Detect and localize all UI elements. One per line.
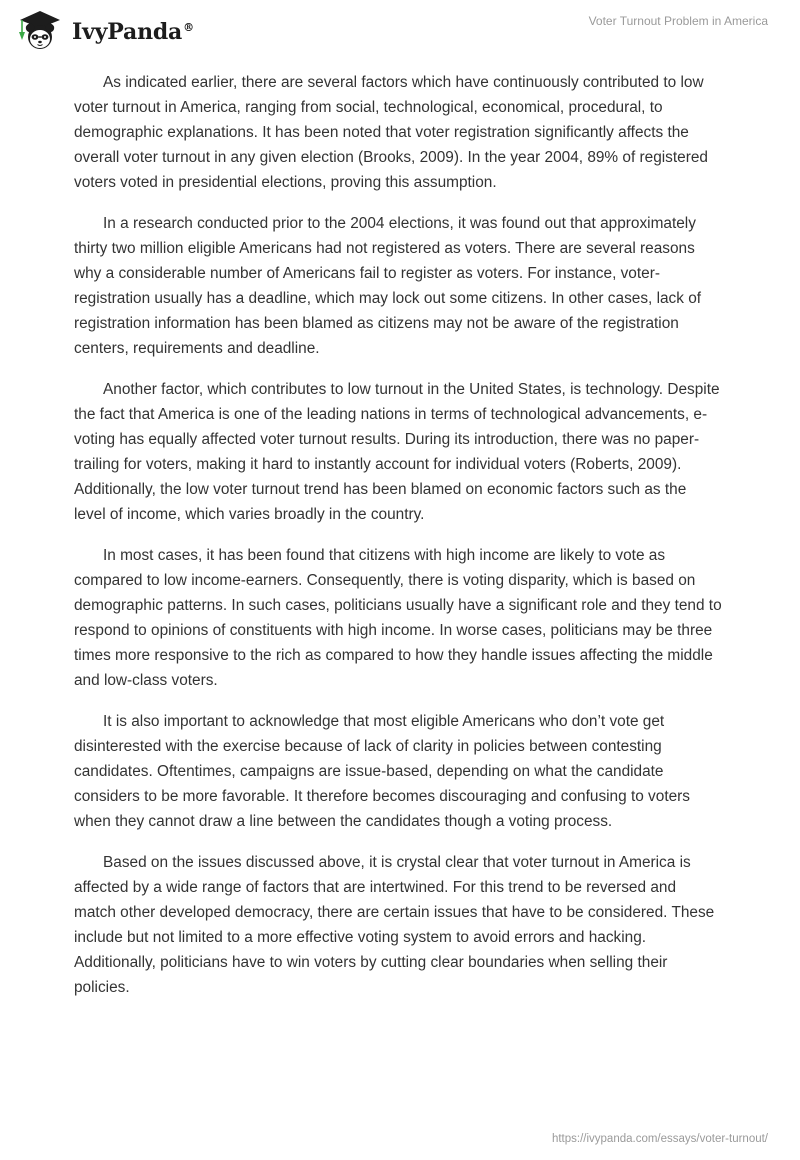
document-title: Voter Turnout Problem in America bbox=[588, 14, 768, 28]
essay-paragraph: In a research conducted prior to the 2004 elections, it was found out that approximately thirty two million eligible Americans had not registered as voters. There are several reasons why a considerable number of Americans fail to register as voters. For instance, voter-registration usually has a deadline, which may lock out some citizens. In other cases, lack of registration information has been blamed as citizens may not be aware of the registration centers, requirements and deadline. bbox=[74, 215, 702, 357]
essay-paragraph: In most cases, it has been found that citizens with high income are likely to vote as compared to low income-earners. Consequently, there is voting disparity, which is based on demographic patterns. In such cases, politicians usually have a significant role and they tend to respond to opinions of constituents with high income. In worse cases, politicians may be three times more responsive to the rich as compared to how they handle issues affecting the middle and low-class voters. bbox=[74, 547, 722, 689]
essay-paragraph: As indicated earlier, there are several factors which have continuously contributed to low voter turnout in America, ranging from social, technological, economical, procedural, to demographic explanations. It has been noted that voter registration significantly affects the overall voter turnout in any given election (Brooks, 2009). In the year 2004, 89% of registered voters voted in presidential elections, proving this assumption. bbox=[74, 74, 708, 191]
essay-paragraph: It is also important to acknowledge that most eligible Americans who don’t vote get disinterested with the exercise because of lack of clarity in policies between contesting candidates. Oftentimes, campaigns are issue-based, depending on what the candidate considers to be more favorable. It therefore becomes discouraging and confusing to voters when they cannot draw a line between the candidates though a voting process. bbox=[74, 713, 690, 830]
essay-paragraph: Based on the issues discussed above, it is crystal clear that voter turnout in America is affected by a wide range of factors that are intertwined. For this trend to be reversed and match other developed democracy, there are certain issues that have to be considered. These include but not limited to a more effective voting system to avoid errors and hacking. Additionally, politicians have to win voters by cutting clear boundaries when selling their policies. bbox=[74, 854, 715, 996]
page-header bbox=[0, 0, 800, 60]
registered-mark: ® bbox=[183, 20, 194, 34]
brand-name-text: IvyPanda bbox=[72, 19, 183, 45]
brand-name bbox=[72, 19, 194, 45]
panda-graduate-icon bbox=[14, 8, 66, 52]
essay-paragraph: Another factor, which contributes to low turnout in the United States, is technology. Despite the fact that America is one of the leading nations in terms of technological advancements, e-voting has equally affected voter turnout results. During its introduction, there was no paper-trailing for voters, making it hard to instantly account for individual voters (Roberts, 2009). Additionally, the low voter turnout trend has been blamed on economic factors such as the level of income, which varies broadly in the country. bbox=[74, 381, 720, 523]
essay-body bbox=[74, 70, 722, 1016]
brand-logo[interactable] bbox=[14, 8, 194, 52]
source-url-link[interactable]: https://ivypanda.com/essays/voter-turnout/ bbox=[551, 1133, 768, 1145]
